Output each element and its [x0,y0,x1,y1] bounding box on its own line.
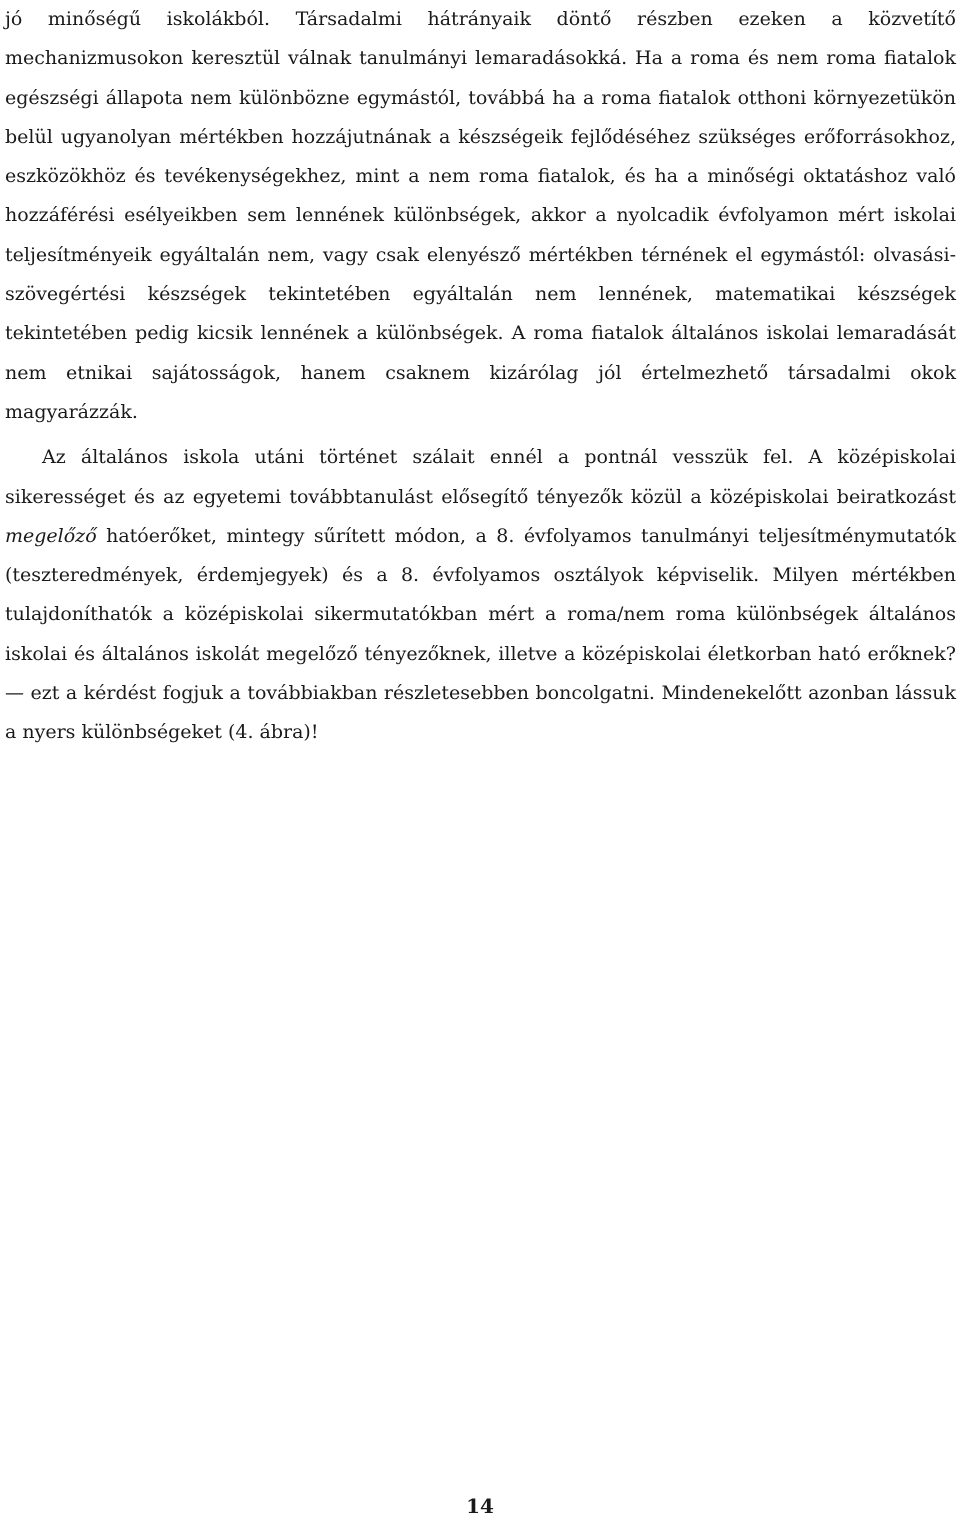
paragraph-2-text-end: hatóerőket, mintegy sűrített módon, a 8. évfolyamos tanulmányi teljesítménymutatók (teszteredmények, érdemjegyek) és a 8. évfolyamos osztályok képviselik. Milyen mértékben tulajdoníthatók a középiskolai sikermutatókban mért a roma/nem roma különbségek általános iskolai és általános iskolát megelőző tényezőknek, illetve a középiskolai életkorban ható erőknek? — ezt a kérdést fogjuk a továbbiakban részletesebben boncolgatni. Mindenekelőtt azonban lássuk a nyers különbségeket (4. ábra)! [5,524,956,744]
paragraph-2-text-start: Az általános iskola utáni történet szálait ennél a pontnál vesszük fel. A középiskolai sikerességet és az egyetemi továbbtanulást elősegítő tényezők közül a középiskolai beiratkozást [5,446,956,508]
body-paragraph-1 [5,0,956,432]
body-paragraph-2 [5,438,956,752]
emphasized-word: megelőző [5,524,97,547]
document-page [5,0,956,753]
page-number: 14 [466,1494,494,1518]
paragraph-1-text: jó minőségű iskolákból. Társadalmi hátrányaik döntő részben ezeken a közvetítő mechanizmusokon keresztül válnak tanulmányi lemaradásokká. Ha a roma és nem roma fiatalok egészségi állapota nem különbözne egymástól, továbbá ha a roma fiatalok otthoni környezetükön belül ugyanolyan mértékben hozzájutnának a készségeik fejlődéséhez szükséges erőforrásokhoz, eszközökhöz és tevékenységekhez, mint a nem roma fiatalok, és ha a minőségi oktatáshoz való hozzáférési esélyeikben sem lennének különbségek, akkor a nyolcadik évfolyamon mért iskolai teljesítményeik egyáltalán nem, vagy csak elenyésző mértékben térnének el egymástól: olvasási-szövegértési készségek tekintetében egyáltalán nem lennének, matematikai készségek tekintetében pedig kicsik lennének a különbségek. A roma fiatalok általános iskolai lemaradását nem etnikai sajátosságok, hanem csaknem kizárólag jól értelmezhető társadalmi okok magyarázzák. [5,8,956,423]
